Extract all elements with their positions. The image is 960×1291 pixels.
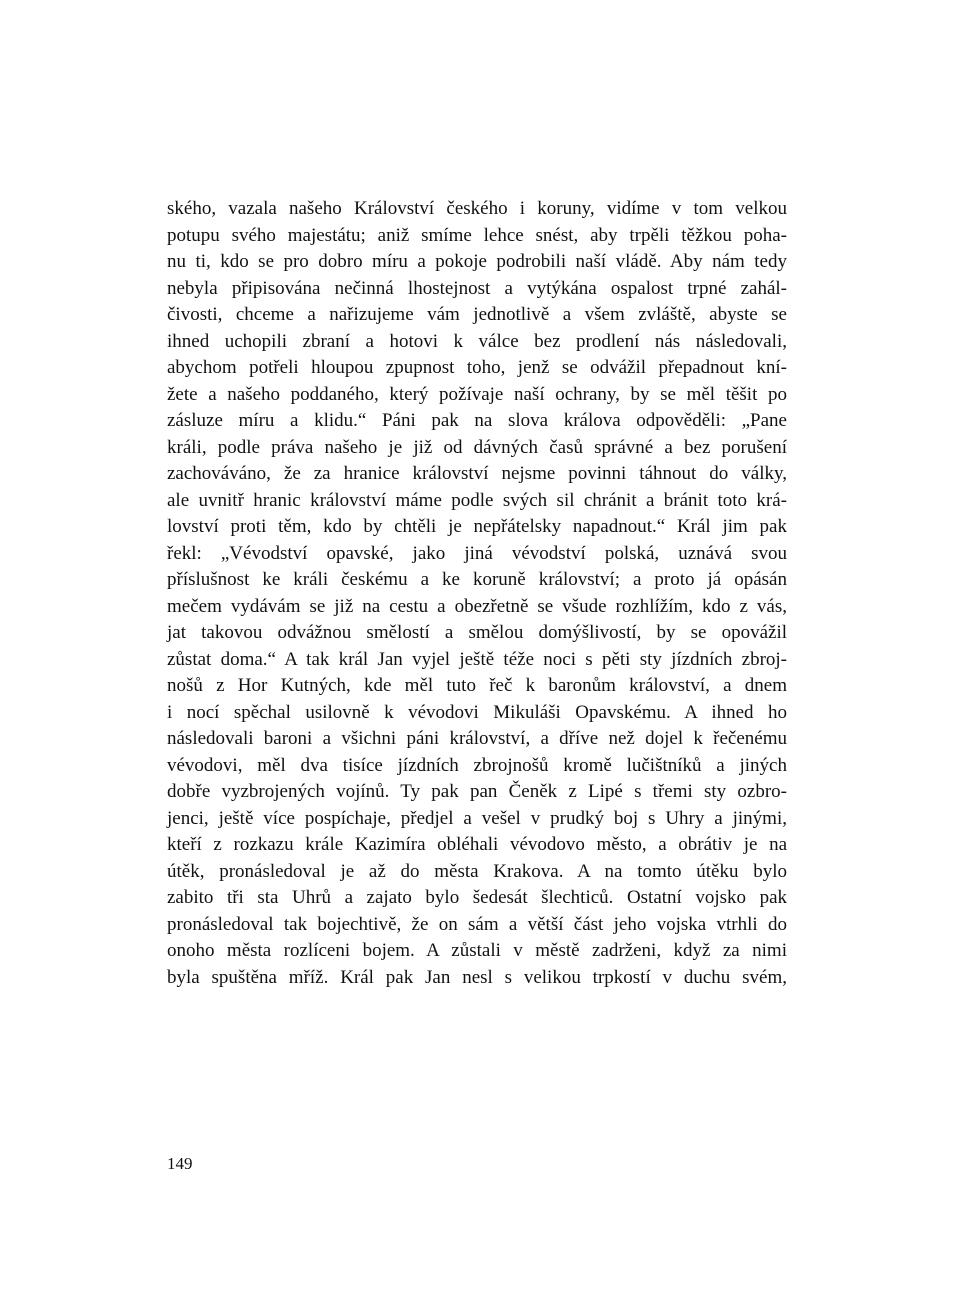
text-line: abychom potřeli hloupou zpupnost toho, jenž se odvážil přepadnout kní- [167,357,787,378]
text-line: kteří z rozkazu krále Kazimíra obléhali vévodovo město, a obrátiv je na [167,834,787,855]
text-line: zůstat doma.“ A tak král Jan vyjel ještě téže noci s pěti sty jízdních zbroj- [167,648,787,670]
text-line: dobře vyzbrojených vojínů. Ty pak pan Čeněk z Lipé s třemi sty ozbro- [167,781,787,802]
text-line: potupu svého majestátu; aniž smíme lehce snést, aby trpěli těžkou poha- [167,224,787,246]
text-line: pronásledoval tak bojechtivě, že on sám a větší část jeho vojska vtrhli do [167,913,787,935]
text-line: zabito tři sta Uhrů a zajato bylo šedesát šlechticů. Ostatní vojsko pak [167,887,787,908]
text-line: i nocí spěchal usilovně k vévodovi Mikuláši Opavskému. A ihned ho [167,701,787,723]
text-line: čivosti, chceme a nařizujeme vám jednotlivě a všem zvláště, abyste se [167,304,787,325]
text-line: byla spuštěna mříž. Král pak Jan nesl s velikou trpkostí v duchu svém, [167,966,787,988]
text-line: útěk, pronásledoval je až do města Krakova. A na tomto útěku bylo [167,860,787,882]
text-line: králi, podle práva našeho je již od dávných časů správné a bez porušení [167,436,787,458]
body-text [167,196,787,991]
text-line: nošů z Hor Kutných, kde měl tuto řeč k baronům království, a dnem [167,675,787,696]
text-line: lovství proti těm, kdo by chtěli je nepřátelsky napadnout.“ Král jim pak [167,516,787,537]
text-line: zásluze míru a klidu.“ Páni pak na slova králova odpověděli: „Pane [167,410,787,431]
text-line: ihned uchopili zbraní a hotovi k válce bez prodlení nás následovali, [167,330,787,352]
text-line: ale uvnitř hranic království máme podle svých sil chránit a bránit toto krá- [167,489,787,511]
text-line: ského, vazala našeho Království českého i koruny, vidíme v tom velkou [167,198,787,219]
text-line: jenci, ještě více pospíchaje, předjel a vešel v prudký boj s Uhry a jinými, [167,807,787,829]
page-number: 149 [167,1154,193,1173]
text-line: mečem vydávám se již na cestu a obezřetně se všude rozhlížím, kdo z vás, [167,595,787,617]
text-line: zachováváno, že za hranice království nejsme povinni táhnout do války, [167,463,787,484]
text-line: jat takovou odvážnou smělostí a smělou domýšlivostí, by se opovážil [167,622,787,643]
text-line: příslušnost ke králi českému a ke koruně království; a proto já opásán [167,569,787,590]
text-line: následovali baroni a všichni páni království, a dříve než dojel k řečenému [167,728,787,749]
text-line: řekl: „Vévodství opavské, jako jiná vévodství polská, uznává svou [167,542,787,564]
text-line: vévodovi, měl dva tisíce jízdních zbrojnošů kromě lučištníků a jiných [167,754,787,776]
text-line: žete a našeho poddaného, který požívaje naší ochrany, by se měl těšit po [167,383,787,405]
text-line: nebyla připisována nečinná lhostejnost a vytýkána ospalost trpné zahál- [167,277,787,299]
text-line: nu ti, kdo se pro dobro míru a pokoje podrobili naší vládě. Aby nám tedy [167,251,787,272]
text-line: onoho města rozlíceni bojem. A zůstali v městě zadrženi, když za nimi [167,940,787,961]
